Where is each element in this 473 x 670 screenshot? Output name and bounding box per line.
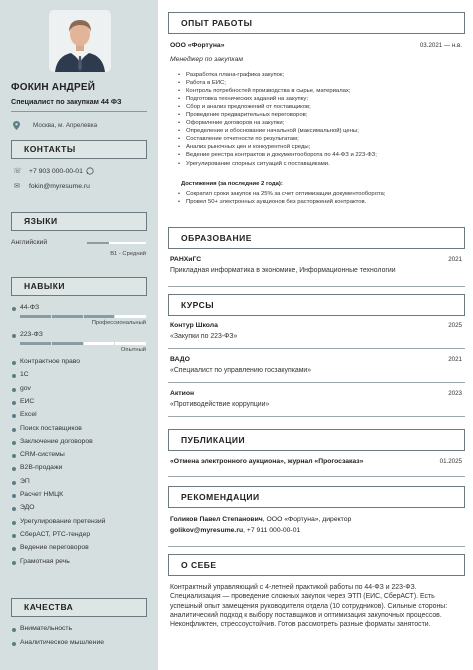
language-name: Английский <box>11 239 48 246</box>
bullet <box>12 361 16 365</box>
skill-item: Ведение переговоров <box>20 544 89 552</box>
qualities-heading: КАЧЕСТВА <box>11 598 147 617</box>
skill-level-bar <box>20 342 146 345</box>
profile-photo <box>49 10 111 72</box>
experience-position: Менеджер по закупкам <box>170 56 244 63</box>
phone-row[interactable] <box>13 167 94 175</box>
bullet <box>12 454 16 458</box>
skill-level-bar <box>20 315 146 318</box>
achievements-list <box>178 190 458 206</box>
divider <box>168 476 465 477</box>
skill-item: gov <box>20 384 31 392</box>
duty-item: • Определение и обоснование начальной (максимальной) цены; <box>178 127 458 135</box>
duty-item: • Урегулирование спорных ситуаций с поставщиками. <box>178 160 458 168</box>
email-text: fokin@myresume.ru <box>29 182 90 190</box>
skill-item: ЭДО <box>20 504 35 512</box>
languages-heading: ЯЗЫКИ <box>11 212 147 231</box>
experience-period: 03.2021 — н.в. <box>419 42 462 49</box>
course-name: «Специалист по управлению госзакупками» <box>170 367 312 374</box>
main-content <box>158 0 473 670</box>
location-pin-icon <box>13 121 20 130</box>
education-program: Прикладная информатика в экономике, Информационные технологии <box>170 267 396 274</box>
course-row <box>170 356 462 363</box>
language-level-bar <box>87 242 146 244</box>
bullet <box>12 374 16 378</box>
recommender-email[interactable]: golikov@myresume.ru <box>170 527 244 534</box>
skill-item: Контрактное право <box>20 358 81 365</box>
publication-title: «Отмена электронного аукциона», журнал «Прогосзаказ» <box>170 458 364 465</box>
skill-item: B2B-продажи <box>20 464 63 472</box>
course-org: Контур Школа <box>170 322 218 329</box>
publication-date: 01.2025 <box>439 458 462 465</box>
skill-rated-name: 44-ФЗ <box>20 304 40 311</box>
divider <box>168 286 465 287</box>
divider <box>168 382 465 383</box>
duty-item: • Составление отчетности по результатам; <box>178 135 458 143</box>
education-heading: ОБРАЗОВАНИЕ <box>168 227 465 249</box>
course-org: ВАДО <box>170 356 190 363</box>
education-row <box>170 256 462 263</box>
duty-item: • Оформление договоров на закупки; <box>178 119 458 127</box>
skill-level-text: Профессиональный <box>91 320 146 326</box>
about-text: Контрактный управляющий с 4-летней практикой работы по 44-ФЗ и 223-ФЗ. Специализация — проведение сложных закупок через ЭТП (ЕИС, СберАСТ). Есть успешный опыт замещения руководителя отдела (10 сотрудников). Сильные стороны: аналитический подход к выбору поставщиков и оптимизация закупочных процессов. Неконфликтен, стрессоустойчив. Готов рассмотреть разные форматы занятости. <box>170 584 448 629</box>
bullet <box>12 467 16 471</box>
education-year: 2021 <box>448 256 462 263</box>
candidate-title: Специалист по закупкам 44 ФЗ <box>11 97 122 106</box>
duty-item: • Проведение предварительных переговоров; <box>178 111 458 119</box>
duty-item: • Сбор и анализ предложений от поставщиков; <box>178 103 458 111</box>
about-heading: О СЕБЕ <box>168 554 465 576</box>
contacts-heading: КОНТАКТЫ <box>11 140 147 159</box>
course-row <box>170 390 462 397</box>
bullet <box>12 628 16 632</box>
skill-item: Заключение договоров <box>20 437 93 445</box>
recommendations-heading: РЕКОМЕНДАЦИИ <box>168 486 465 508</box>
skill-item: CRM-системы <box>20 451 65 459</box>
bullet <box>12 534 16 538</box>
bullet <box>12 334 16 338</box>
achievement-item: • Сократил сроки закупок на 25% за счет оптимизации документооборота; <box>178 190 458 198</box>
duty-item: • Разработка плана-графика закупок; <box>178 71 458 79</box>
courses-heading: КУРСЫ <box>168 294 465 316</box>
experience-heading: ОПЫТ РАБОТЫ <box>168 12 465 34</box>
course-name: «Противодействие коррупции» <box>170 401 270 408</box>
skills-heading: НАВЫКИ <box>11 277 147 296</box>
skill-rated-name: 223-ФЗ <box>20 331 43 338</box>
skill-item: Расчет НМЦК <box>20 491 64 498</box>
duty-item: • Анализ рыночных цен и конкурентной среды; <box>178 143 458 151</box>
skill-item: Урегулирование претензий <box>20 517 106 525</box>
course-year: 2023 <box>448 390 462 397</box>
bullet <box>12 494 16 498</box>
skill-item: ЕИС <box>20 397 35 405</box>
company-name: ООО «Фортуна» <box>170 42 225 49</box>
bullet <box>12 401 16 405</box>
course-year: 2021 <box>448 356 462 363</box>
bullet <box>12 388 16 392</box>
bullet <box>12 307 16 311</box>
location <box>13 121 97 130</box>
skill-item: Грамотная речь <box>20 557 70 565</box>
experience-company <box>170 42 462 49</box>
divider <box>168 416 465 417</box>
course-row <box>170 322 462 329</box>
email-row[interactable] <box>13 182 90 190</box>
skill-item: Excel <box>20 411 37 419</box>
skill-item: 1С <box>20 371 29 379</box>
language-level: B1 - Средний <box>110 251 146 257</box>
mail-icon: ✉ <box>14 183 20 190</box>
location-text: Москва, м. Апрелевка <box>33 122 98 129</box>
publications-heading: ПУБЛИКАЦИИ <box>168 429 465 451</box>
recommender-role: , ООО «Фортуна», директор <box>262 516 352 523</box>
skill-item: Поиск поставщиков <box>20 424 82 432</box>
recommender-name: Голиков Павел Степанович <box>170 516 263 523</box>
duty-item: • Подготовка технических заданий на закупку; <box>178 95 458 103</box>
education-school: РАНХиГС <box>170 256 202 263</box>
recommendation-contact-row <box>170 527 462 534</box>
bullet <box>12 428 16 432</box>
bullet <box>12 507 16 511</box>
recommendation-person-row <box>170 516 462 523</box>
achievements-title: Достижения (за последние 2 года): <box>181 181 283 187</box>
skill-item: ЭП <box>20 477 30 485</box>
recommender-phone: , +7 911 000-00-01 <box>243 527 301 534</box>
phone-icon: ☏ <box>13 168 22 175</box>
divider <box>168 348 465 349</box>
divider <box>168 546 465 547</box>
phone-text: +7 903 000-00-01 <box>29 167 83 175</box>
bullet <box>12 441 16 445</box>
divider <box>11 111 147 112</box>
bullet <box>12 642 16 646</box>
achievement-item: • Провел 50+ электронных аукционов без расторжений контрактов. <box>178 198 458 206</box>
whatsapp-icon <box>86 167 94 175</box>
publication-row <box>170 458 462 465</box>
course-name: «Закупки по 223-ФЗ» <box>170 333 238 340</box>
duty-item: • Работа в ЕИС; <box>178 79 458 87</box>
bullet <box>12 414 16 418</box>
quality-item: Аналитическое мышление <box>20 639 105 646</box>
skill-item: СберАСТ, РТС-тендер <box>20 530 91 538</box>
bullet <box>12 521 16 525</box>
course-org: Актион <box>170 390 195 397</box>
duty-item: • Контроль потребностей производства в сырье, материалах; <box>178 87 458 95</box>
sidebar <box>0 0 158 670</box>
candidate-name: ФОКИН АНДРЕЙ <box>11 82 96 93</box>
duties-list <box>178 71 458 168</box>
quality-item: Внимательность <box>20 625 73 632</box>
bullet <box>12 561 16 565</box>
course-year: 2025 <box>448 322 462 329</box>
skill-level-text: Опытный <box>120 347 146 353</box>
bullet <box>12 481 16 485</box>
duty-item: • Ведение реестра контрактов и документооборота по 44-ФЗ и 223-ФЗ; <box>178 151 458 159</box>
bullet <box>12 547 16 551</box>
